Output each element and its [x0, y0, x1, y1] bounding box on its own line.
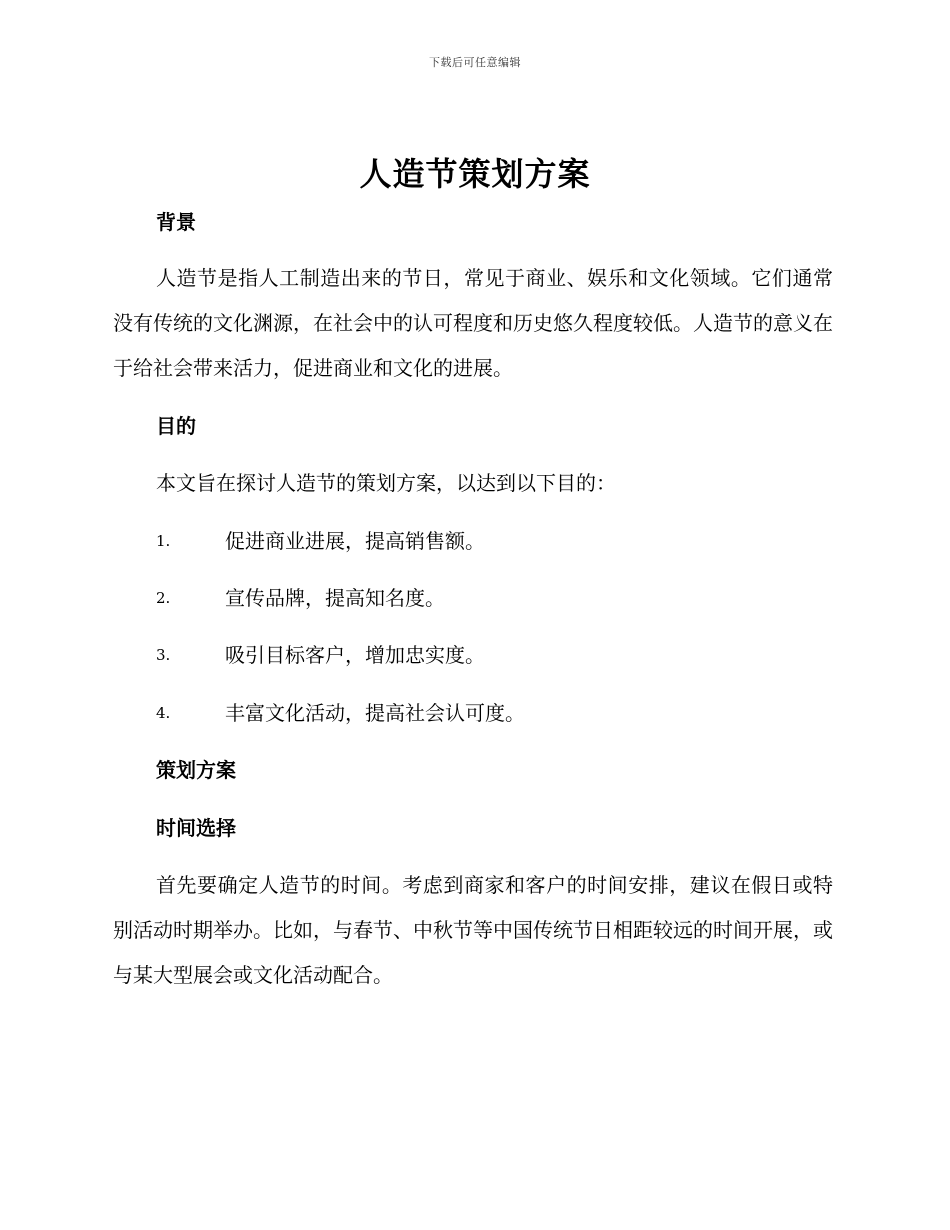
list-item	[156, 527, 836, 555]
list-number: 4.	[156, 704, 171, 722]
list-item	[156, 584, 836, 612]
section-heading-timing: 时间选择	[156, 816, 236, 840]
background-paragraph: 人造节是指人工制造出来的节日，常见于商业、娱乐和文化领域。它们通常没有传统的文化渊源，在社会中的认可程度和历史悠久程度较低。人造节的意义在于给社会带来活力，促进商业和文化的进展。	[113, 266, 833, 380]
section-heading-plan: 策划方案	[156, 758, 236, 782]
list-text: 丰富文化活动，提高社会认可度。	[225, 701, 525, 725]
list-text: 宣传品牌，提高知名度。	[225, 586, 445, 610]
list-item	[156, 641, 836, 669]
list-text: 吸引目标客户，增加忠实度。	[225, 643, 485, 667]
timing-paragraph: 首先要确定人造节的时间。考虑到商家和客户的时间安排，建议在假日或特别活动时期举办。比如，与春节、中秋节等中国传统节日相距较远的时间开展，或与某大型展会或文化活动配合。	[113, 873, 833, 987]
section-heading-purpose: 目的	[156, 414, 196, 438]
list-item	[156, 699, 836, 727]
section-heading-background: 背景	[156, 210, 196, 234]
purpose-intro: 本文旨在探讨人造节的策划方案，以达到以下目的：	[156, 471, 616, 495]
list-number: 2.	[156, 589, 171, 607]
list-text: 促进商业进展，提高销售额。	[225, 529, 485, 553]
list-number: 3.	[156, 646, 171, 664]
header-note: 下载后可任意编辑	[429, 56, 521, 69]
document-title: 人造节策划方案	[359, 155, 591, 193]
list-number: 1.	[156, 532, 171, 550]
